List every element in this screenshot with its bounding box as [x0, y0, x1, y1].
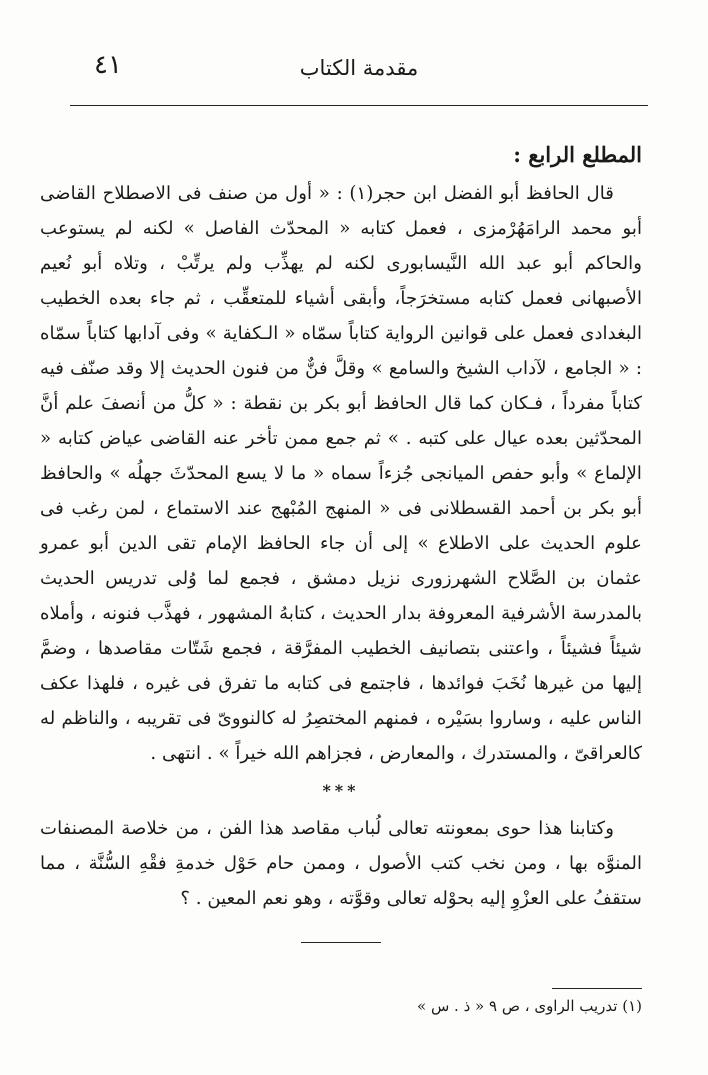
paragraph-quote: قال الحافظ أبو الفضل ابن حجر(١) : « أول من صنف فى الاصطلاح القاضى أبو محمد الرامَهُرْمزى ، فعمل كتابه « المحدّث الفاصل » لكنه لم يستوعب والحاكم أبو عبد الله النَّيسابورى لكنه لم يهذِّب ولم يرتِّبْ ، وتلاه أبو نُعيم الأصبهانى فعمل كتابه مستخرَجاً، وأبقى أشياء للمتعقِّب ، ثم جاء بعده الخطيب البغدادى فعمل على قوانين الرواية كتاباً سمّاه « الـكفاية » وفى آدابها كتاباً سمّاه : « الجامع ، لآداب الشيخ والسامع » وقلَّ فنٌّ من فنون الحديث إلا وقد صنّف فيه كتاباً مفرداً ، فـكان كما قال الحافظ أبو بكر بن نقطة : « كلُّ من أنصفَ علم أنَّ المحدّثين بعده عيال على كتبه . » ثم جمع ممن تأخر عنه القاضى عياض كتابه « الإلماع » وأبو حفص الميانجى جُزءاً سماه « ما لا يسع المحدّثَ جهلُه » والحافظ أبو بكر بن أحمد القسطلانى فى « المنهج المُبْهج عند الاستماع ، لمن رغب فى علوم الحديث على الاطلاع » إلى أن جاء الحافظ الإمام تقى الدين أبو عمرو عثمان بن الصَّلاح الشهرزورى نزيل دمشق ، فجمع لما وُلى تدريس الحديث بالمدرسة الأشرفية المعروفة بدار الحديث ، كتابهُ المشهور ، فهذَّب فنونه ، وأملاه شيئاً فشيئاً ، واعتنى بتصانيف الخطيب المفرَّقة ، فجمع شَتّات مقاصدها ، وضمَّ إليها من غيرها نُخَبَ فوائدها ، فاجتمع فى كتابه ما تفرق فى غيره ، فلهذا عكف الناس عليه ، وساروا بسَيْره ، فمنهم المختصِرُ له كالنووىّ فى تقريبه ، والناظم له كالعراقىّ ، والمستدرك ، والمعارض ، فجزاهم الله خيراً » . انتهى . [40, 183, 642, 765]
page-header [70, 40, 648, 106]
closing-rule [301, 942, 381, 943]
section-separator: *** [322, 781, 360, 801]
header-rule [70, 105, 648, 106]
running-title: مقدمة الكتاب [299, 56, 419, 80]
section-heading: المطلع الرابع : [513, 142, 642, 167]
page-number: ٤١ [94, 50, 122, 80]
paragraph-closing: وكتابنا هذا حوى بمعونته تعالى لُباب مقاصد هذا الفن ، من خلاصة المصنفات المنوَّه بها ، ومن نخب كتب الأصول ، وممن حام حَوْل خدمةِ فقْهِ السُّنَّة ، مما ستقفُ على العزْوِ إليه بحوْله تعالى وقوَّته ، وهو نعم المعين . ؟ [40, 818, 642, 910]
footnote: (١) تدريب الراوى ، ص ٩ « ذ . س » [417, 997, 642, 1015]
footnote-rule [552, 988, 642, 989]
main-text [40, 140, 642, 943]
footnote-area [40, 988, 642, 1017]
